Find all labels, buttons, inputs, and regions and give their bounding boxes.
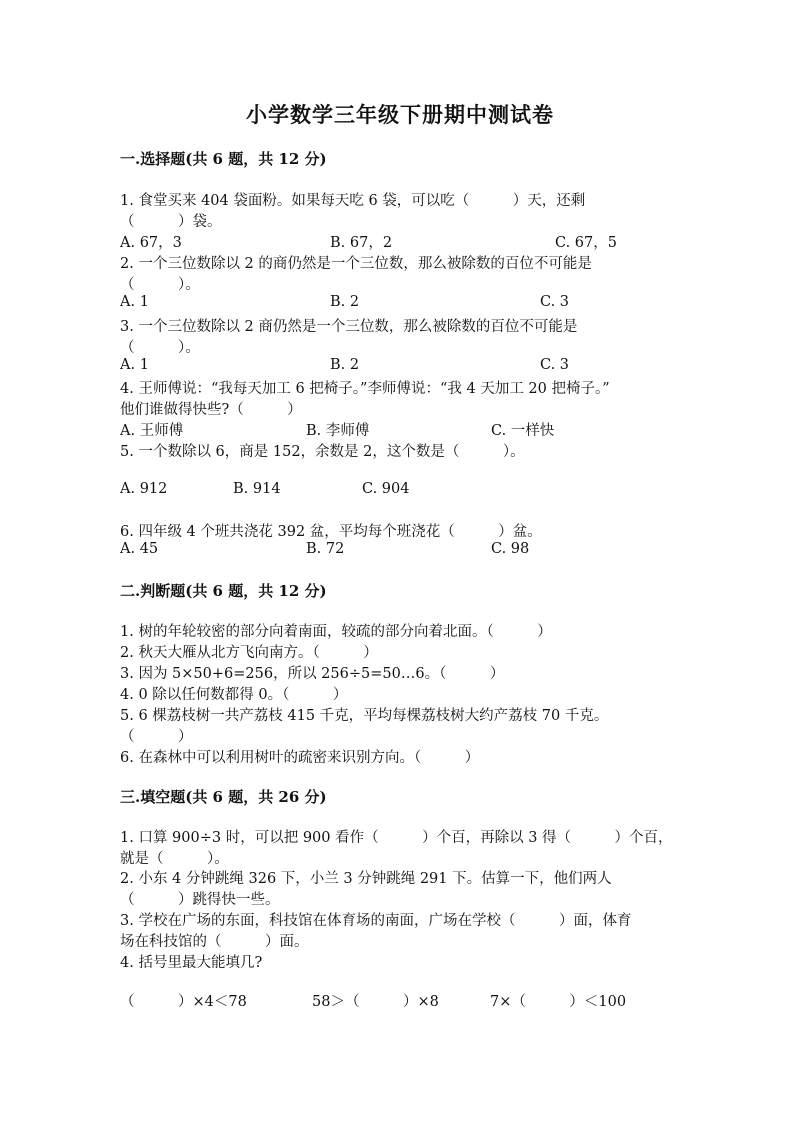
option-a: A. 67，3 [120, 235, 182, 251]
option-c: C. 一样快 [491, 423, 555, 439]
option-c: C. 904 [362, 481, 410, 497]
option-b: B. 67，2 [330, 235, 393, 251]
question-text: （ ）。 [120, 340, 200, 356]
section-heading-fill-blank: 三.填空题(共 6 题，共 26 分) [120, 788, 327, 806]
question-text: （ ）袋。 [120, 214, 222, 230]
option-b: B. 2 [330, 294, 360, 310]
question-text: 1. 食堂买来 404 袋面粉。如果每天吃 6 袋，可以吃（ ）天，还剩 [120, 193, 586, 209]
question-text: 2. 一个三位数除以 2 的商仍然是一个三位数，那么被除数的百位不可能是 [120, 256, 592, 272]
option-b: B. 72 [306, 541, 345, 557]
question-text: 就是（ ）。 [120, 851, 229, 867]
question-text: 2. 小东 4 分钟跳绳 326 下，小兰 3 分钟跳绳 291 下。估算一下，他们两人 [120, 871, 612, 887]
option-a: A. 45 [120, 541, 159, 557]
page-title: 小学数学三年级下册期中测试卷 [246, 102, 554, 127]
option-a: A. 912 [120, 481, 168, 497]
option-c: C. 3 [540, 294, 570, 310]
statement-text: 3. 因为 5×50+6=256，所以 256÷5=50…6。（ ） [120, 666, 505, 682]
option-c: C. 98 [491, 541, 530, 557]
statement-text: 5. 6 棵荔枝树一共产荔枝 415 千克，平均每棵荔枝树大约产荔枝 70 千克。 [120, 708, 609, 724]
question-text: 1. 口算 900÷3 时，可以把 900 看作（ ）个百，再除以 3 得（ ）个百， [120, 830, 673, 846]
question-text: 6. 四年级 4 个班共浇花 392 盆，平均每个班浇花（ ）盆。 [120, 524, 542, 540]
statement-text: 2. 秋天大雁从北方飞向南方。（ ） [120, 645, 378, 661]
statement-text: 1. 树的年轮较密的部分向着南面，较疏的部分向着北面。（ ） [120, 624, 552, 640]
question-text: 3. 一个三位数除以 2 商仍然是一个三位数，那么被除数的百位不可能是 [120, 319, 578, 335]
question-text: 3. 学校在广场的东面，科技馆在体育场的南面，广场在学校（ ）面，体育 [120, 913, 632, 929]
question-text: 4. 王师傅说：“我每天加工 6 把椅子。”李师傅说：“我 4 天加工 20 把椅子。” [120, 381, 610, 397]
option-b: B. 2 [330, 357, 360, 373]
question-text: （ ）。 [120, 277, 200, 293]
statement-text: 4. 0 除以任何数都得 0。（ ） [120, 687, 348, 703]
question-text: （ ）跳得快一些。 [120, 892, 280, 908]
option-a: A. 1 [120, 294, 149, 310]
option-a: A. 1 [120, 357, 149, 373]
question-text: 他们谁做得快些?（ ） [120, 402, 302, 418]
blank-expression: 7×（ ）＜100 [490, 994, 627, 1010]
option-c: C. 67，5 [555, 235, 617, 251]
statement-text: （ ） [120, 729, 193, 745]
statement-text: 6. 在森林中可以利用树叶的疏密来识别方向。（ ） [120, 750, 480, 766]
question-text: 4. 括号里最大能填几? [120, 955, 263, 971]
question-text: 5. 一个数除以 6，商是 152，余数是 2，这个数是（ ）。 [120, 444, 525, 460]
section-heading-judgement: 二.判断题(共 6 题，共 12 分) [120, 582, 327, 600]
question-text: 场在科技馆的（ ）面。 [120, 934, 309, 950]
option-c: C. 3 [540, 357, 570, 373]
blank-expression: 58＞（ ）×8 [312, 994, 439, 1010]
section-heading-choice: 一.选择题(共 6 题，共 12 分) [120, 150, 327, 168]
option-b: B. 914 [233, 481, 281, 497]
option-b: B. 李师傅 [306, 423, 370, 439]
option-a: A. 王师傅 [120, 423, 184, 439]
blank-expression: （ ）×4＜78 [120, 994, 247, 1010]
